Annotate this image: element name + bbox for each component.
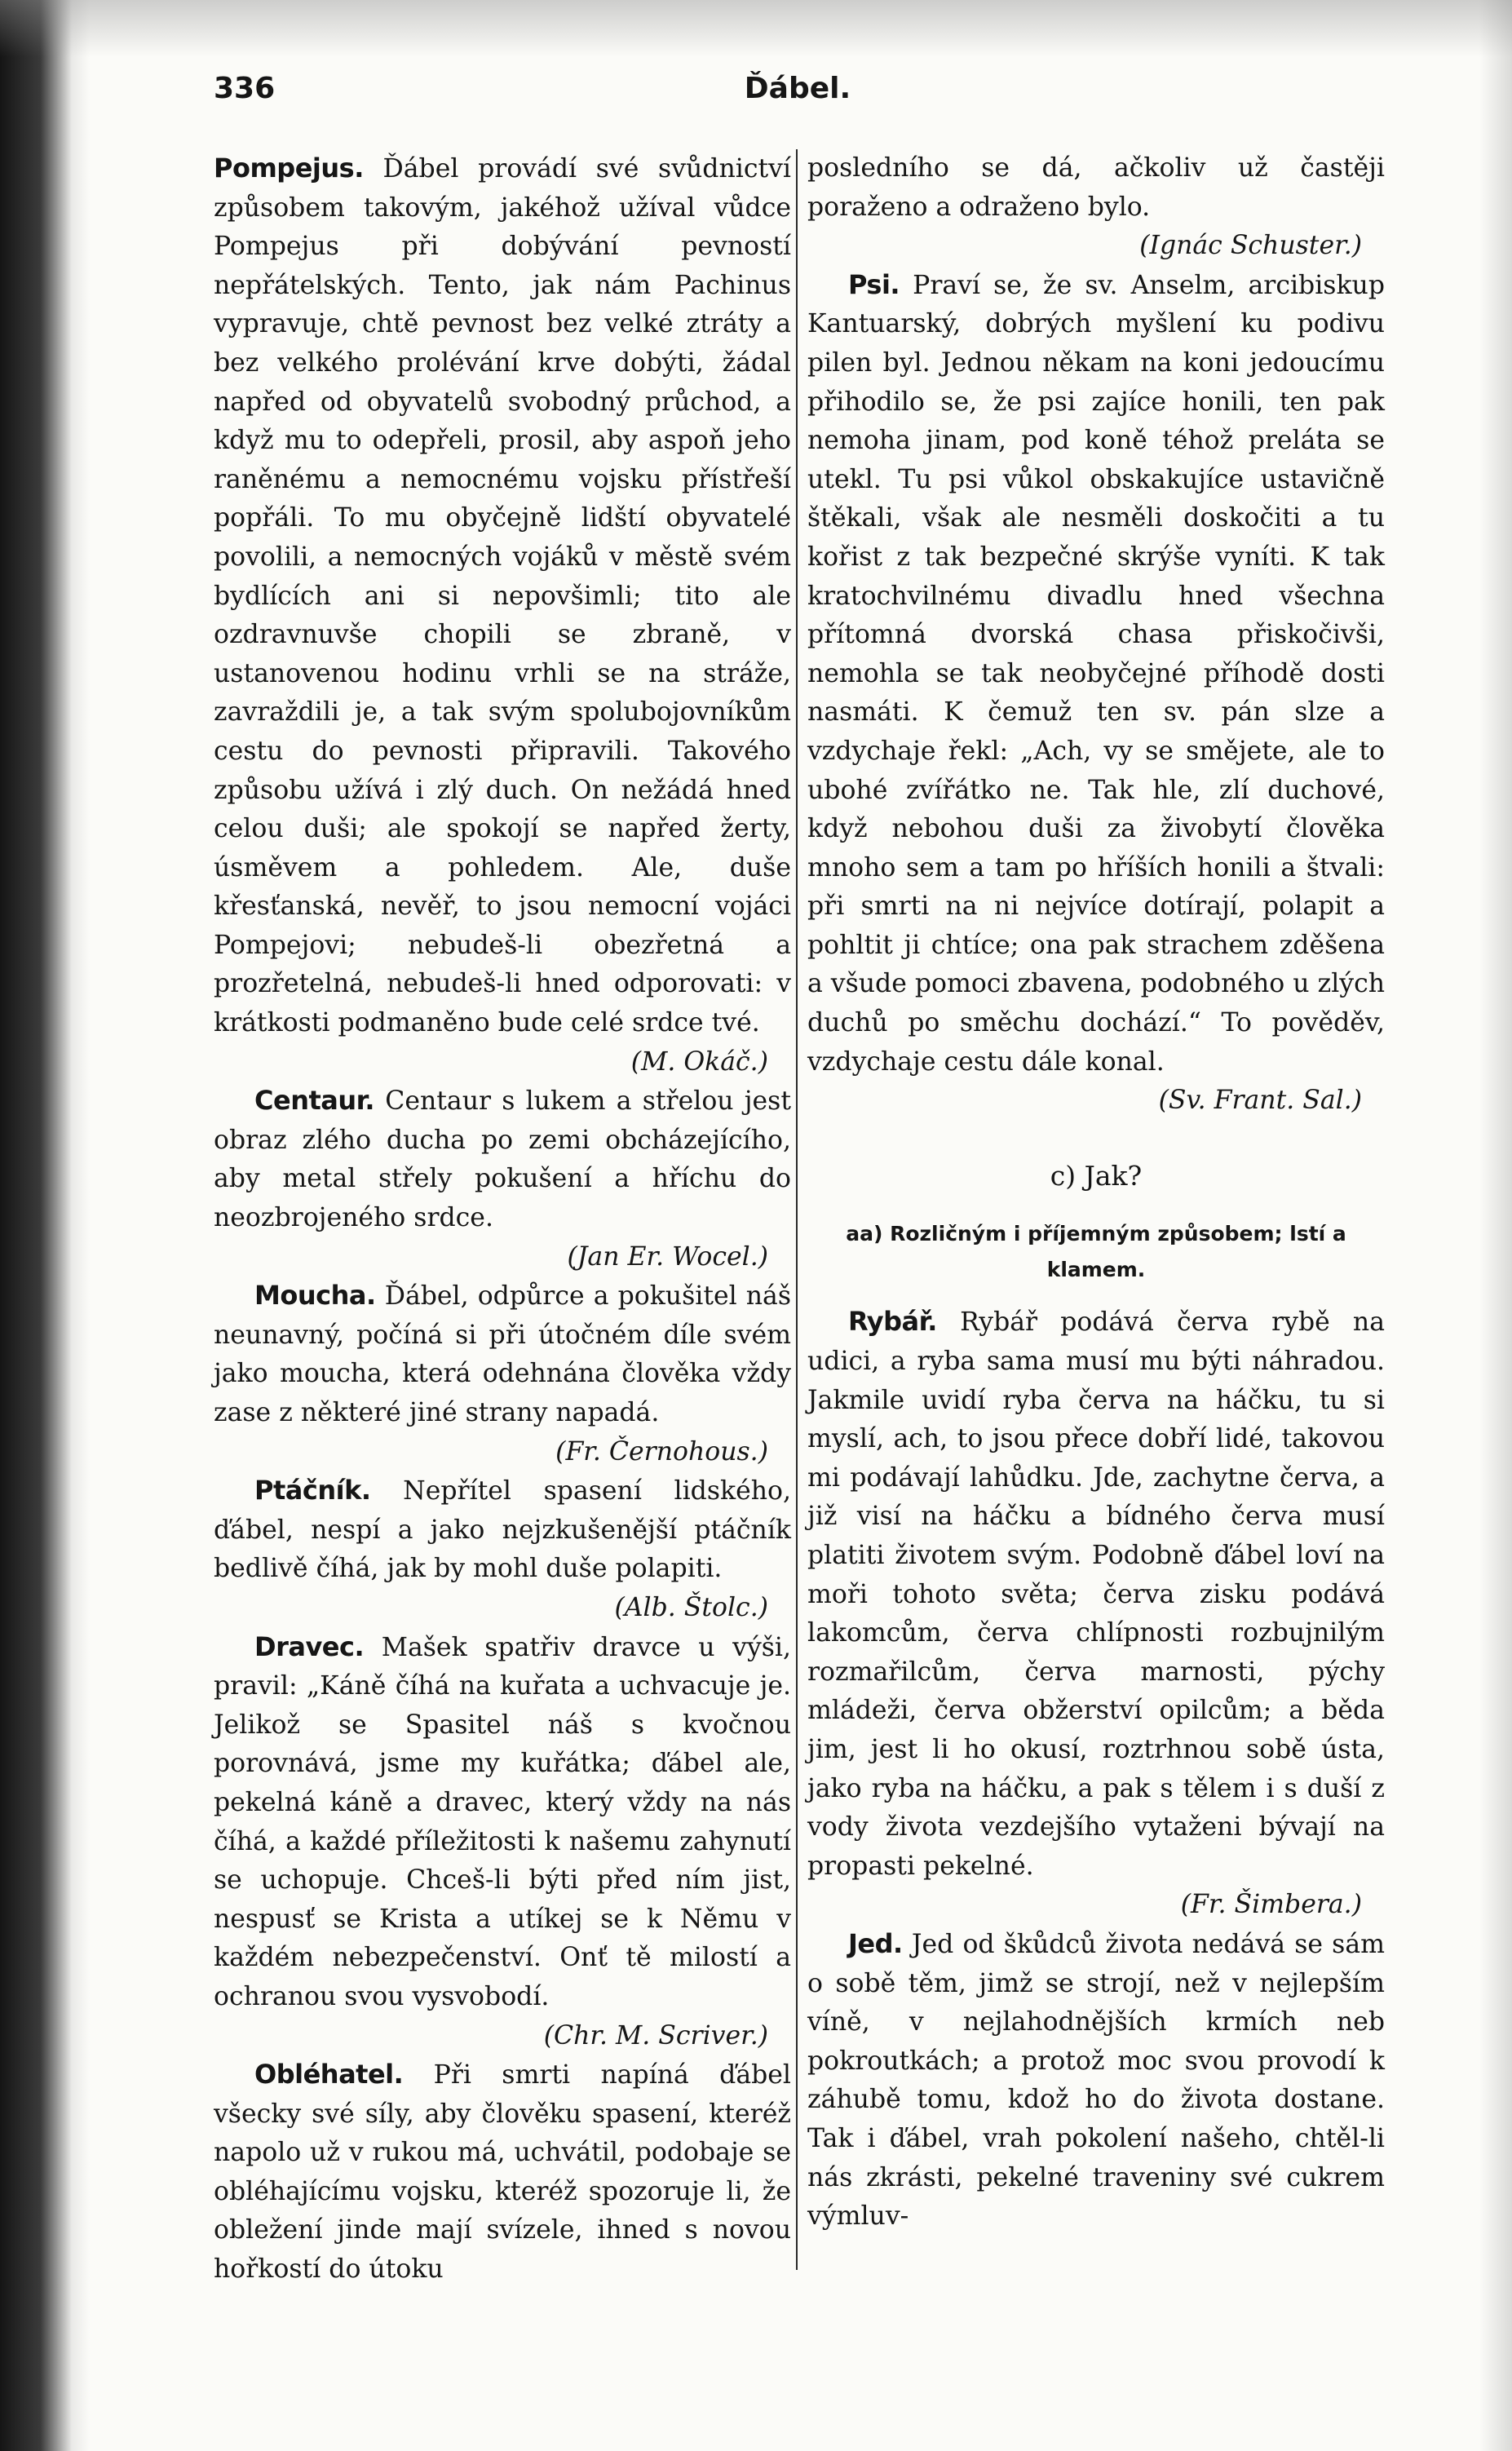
attribution: (Alb. Štolc.) [614, 1592, 768, 1622]
section-heading: c) Jak? [1050, 1159, 1143, 1192]
entry-heading: Centaur. [254, 1085, 375, 1117]
entry-text: Centaur s lukem a střelou jest obraz zlého ducha po zemi obcházejícího, aby metal střely pokušení a hříchu do neozbrojeného srdce. [214, 1086, 791, 1233]
entry-paragraph [807, 1925, 1385, 2236]
entry-paragraph [214, 1276, 791, 1432]
attribution: (M. Okáč.) [630, 1046, 768, 1077]
column-divider [796, 149, 798, 2270]
entry-paragraph [807, 266, 1385, 1082]
running-head [214, 72, 1382, 113]
left-column [214, 149, 791, 2285]
entry-text: Nepřítel spasení lidského, ďábel, nespí a jako nejzkušenější ptáčník bedlivě číhá, jak by mohl duše polapiti. [214, 1476, 791, 1584]
entry-paragraph [807, 1303, 1385, 1886]
page-number: 336 [214, 72, 276, 105]
entry-text: Ďábel provádí své svůdnictví způsobem takovým, jakéhož užíval vůdce Pompejus při dobývání pevností nepřátelských. Tento, jak nám Pachinus vypravuje, chtě pevnost bez velké ztráty a bez velkého prolévání krve dobýti, žádal napřed od obyvatelů svobodný průchod, a když mu to odepřeli, prosil, aby aspoň jeho raněnému a nemocnému vojsku přístřeší popřáli. To mu obyčejně lidští obyvatelé povolili, a nemocných vojáků v městě svém bydlících ani si nepovšimli; tito ale ozdravnuvše chopili se zbraně, v ustanovenou hodinu vrhli se na stráže, zavraždili je, a tak svým spolubojovníkům cestu do pevnosti připravili. Takového způsobu užívá i zlý duch. On nežádá hned celou duši; ale spokojí se napřed žerty, úsměvem a pohledem. Ale, duše křesťanská, nevěř, to jsou nemocní vojáci Pompejovi; nebudeš-li obezřetná a prozřetelná, nebudeš-li hned odporovati: v krátkosti podmaněno bude celé srdce tvé. [214, 154, 791, 1038]
entry-paragraph [214, 1082, 791, 1237]
entry-text: Při smrti napíná ďábel všecky své síly, aby člověku spasení, kteréž napolo už v rukou má, uchvátil, podobaje se obléhajícímu vojsku, kteréž spozoruje li, že obležení jinde mají svízele, ihned s novou hořkostí do útoku [214, 2060, 791, 2285]
entry-text: Praví se, že sv. Anselm, arcibiskup Kantuarský, dobrých myšlení ku podivu pilen byl. Jednou někam na koni jedoucímu přihodilo se, že psi zajíce honili, ten pak nemoha jinam, pod koně téhož preláta se utekl. Tu psi vůkol obskakujíce ustavičně štěkali, však ale nesměli doskočiti a tu kořist z tak bezpečné skrýše vyníti. K tak kratochvilnému divadlu hned všechna přítomná dvorská chasa přiskočivši, nemohla se tak neobyčejné příhodě dosti nasmáti. K čemuž ten sv. pán slze a vzdychaje řekl: „Ach, vy se smějete, ale to ubohé zvířátko ne. Tak hle, zlí duchové, když nebohou duši za živobytí člověka mnoho sem a tam po hříších honili a štvali: při smrti na ni nejvíce dotírají, polapit a pohltit ji chtíce; ona pak strachem zděšena a všude pomoci zbavena, podobného u zlých duchů po směchu dochází.“ To pověděv, vzdychaje cestu dále konal. [807, 270, 1385, 1077]
entry-heading: Jed. [848, 1927, 903, 1959]
right-column [807, 149, 1385, 2270]
entry-text: Ďábel, odpůrce a pokušitel náš neunavný, počíná si při útočném díle svém jako moucha, která odehnána člověka vždy zase z některé jiné strany napadá. [214, 1281, 791, 1427]
entry-text: Jed od škůdců života nedává se sám o sobě těm, jimž se strojí, než v nejlepším víně, v nejlahodnějších krmích neb pokroutkách; a protož moc svou provodí k záhubě tomu, kdož ho do života dostane. Tak i ďábel, vrah pokolení našeho, chtěl-li nás zkrásti, pekelné traveniny své cukrem výmluv- [807, 1929, 1385, 2232]
attribution: (Jan Er. Wocel.) [567, 1241, 768, 1272]
attribution: (Fr. Šimbera.) [1180, 1890, 1362, 1920]
entry-heading: Pompejus. [214, 153, 364, 184]
scan-shadow-top [0, 0, 1512, 57]
attribution: (Fr. Černohous.) [555, 1436, 768, 1467]
scan-shadow-left [0, 0, 90, 2451]
entry-paragraph [214, 1628, 791, 2017]
continued-paragraph: posledního se dá, ačkoliv už častěji poraženo a odraženo bylo. [807, 153, 1385, 222]
entry-paragraph [214, 1471, 791, 1589]
entry-heading: Ptáčník. [254, 1475, 371, 1506]
page-title: Ďábel. [744, 72, 851, 105]
entry-text: Rybář podává červa rybě na udici, a ryba sama musí mu býti náhradou. Jakmile uvidí ryba červa na háčku, tu si myslí, ach, to jsou přece dobří lidé, takovou mi podávají lahůdku. Jde, zachytne červa, a již visí na háčku a bídného červa musí platiti životem svým. Podobně ďábel loví na moři tohoto světa; červa zisku podává lakomcům, červa chlípnosti rozbujnilým rozmařilcům, červa marnosti, pýchy mládeži, červa obžerství opilcům; a běda jim, jest li ho okusí, roztrhnou sobě ústa, jako ryba na háčku, a pak s tělem i s duší z vody života vezdejšího vytaženi bývají na propasti pekelné. [807, 1307, 1386, 1881]
entry-heading: Dravec. [254, 1630, 365, 1662]
entry-heading: Psi. [848, 268, 900, 300]
entry-paragraph [214, 2055, 791, 2290]
entry-heading: Rybář. [848, 1306, 937, 1338]
entry-heading: Obléhatel. [254, 2059, 404, 2090]
attribution: (Ignác Schuster.) [1139, 231, 1362, 261]
scan-shadow-right [1479, 0, 1512, 2451]
entry-heading: Moucha. [254, 1280, 376, 1312]
entry-paragraph [214, 149, 791, 1043]
entry-text: Mašek spatřiv dravce u výši, pravil: „Káně číhá na kuřata a uchvacuje je. Jelikož se Spasitel náš s kvočnou porovnává, jsme my kuřátka; ďábel ale, pekelná káně a dravec, který vždy na nás číhá, a každé příležitosti k našemu zahynutí se uchopuje. Chceš-li býti před ním jist, nespusť se Krista a utíkej se k Němu v každém nebezpečenství. Onť tě milostí a ochranou svou vysvobodí. [214, 1632, 791, 2011]
attribution: (Chr. M. Scriver.) [543, 2020, 768, 2051]
attribution: (Sv. Frant. Sal.) [1158, 1086, 1362, 1116]
subsection-heading: aa) Rozličným i příjemným způsobem; lstí a klamem. [846, 1222, 1346, 1282]
